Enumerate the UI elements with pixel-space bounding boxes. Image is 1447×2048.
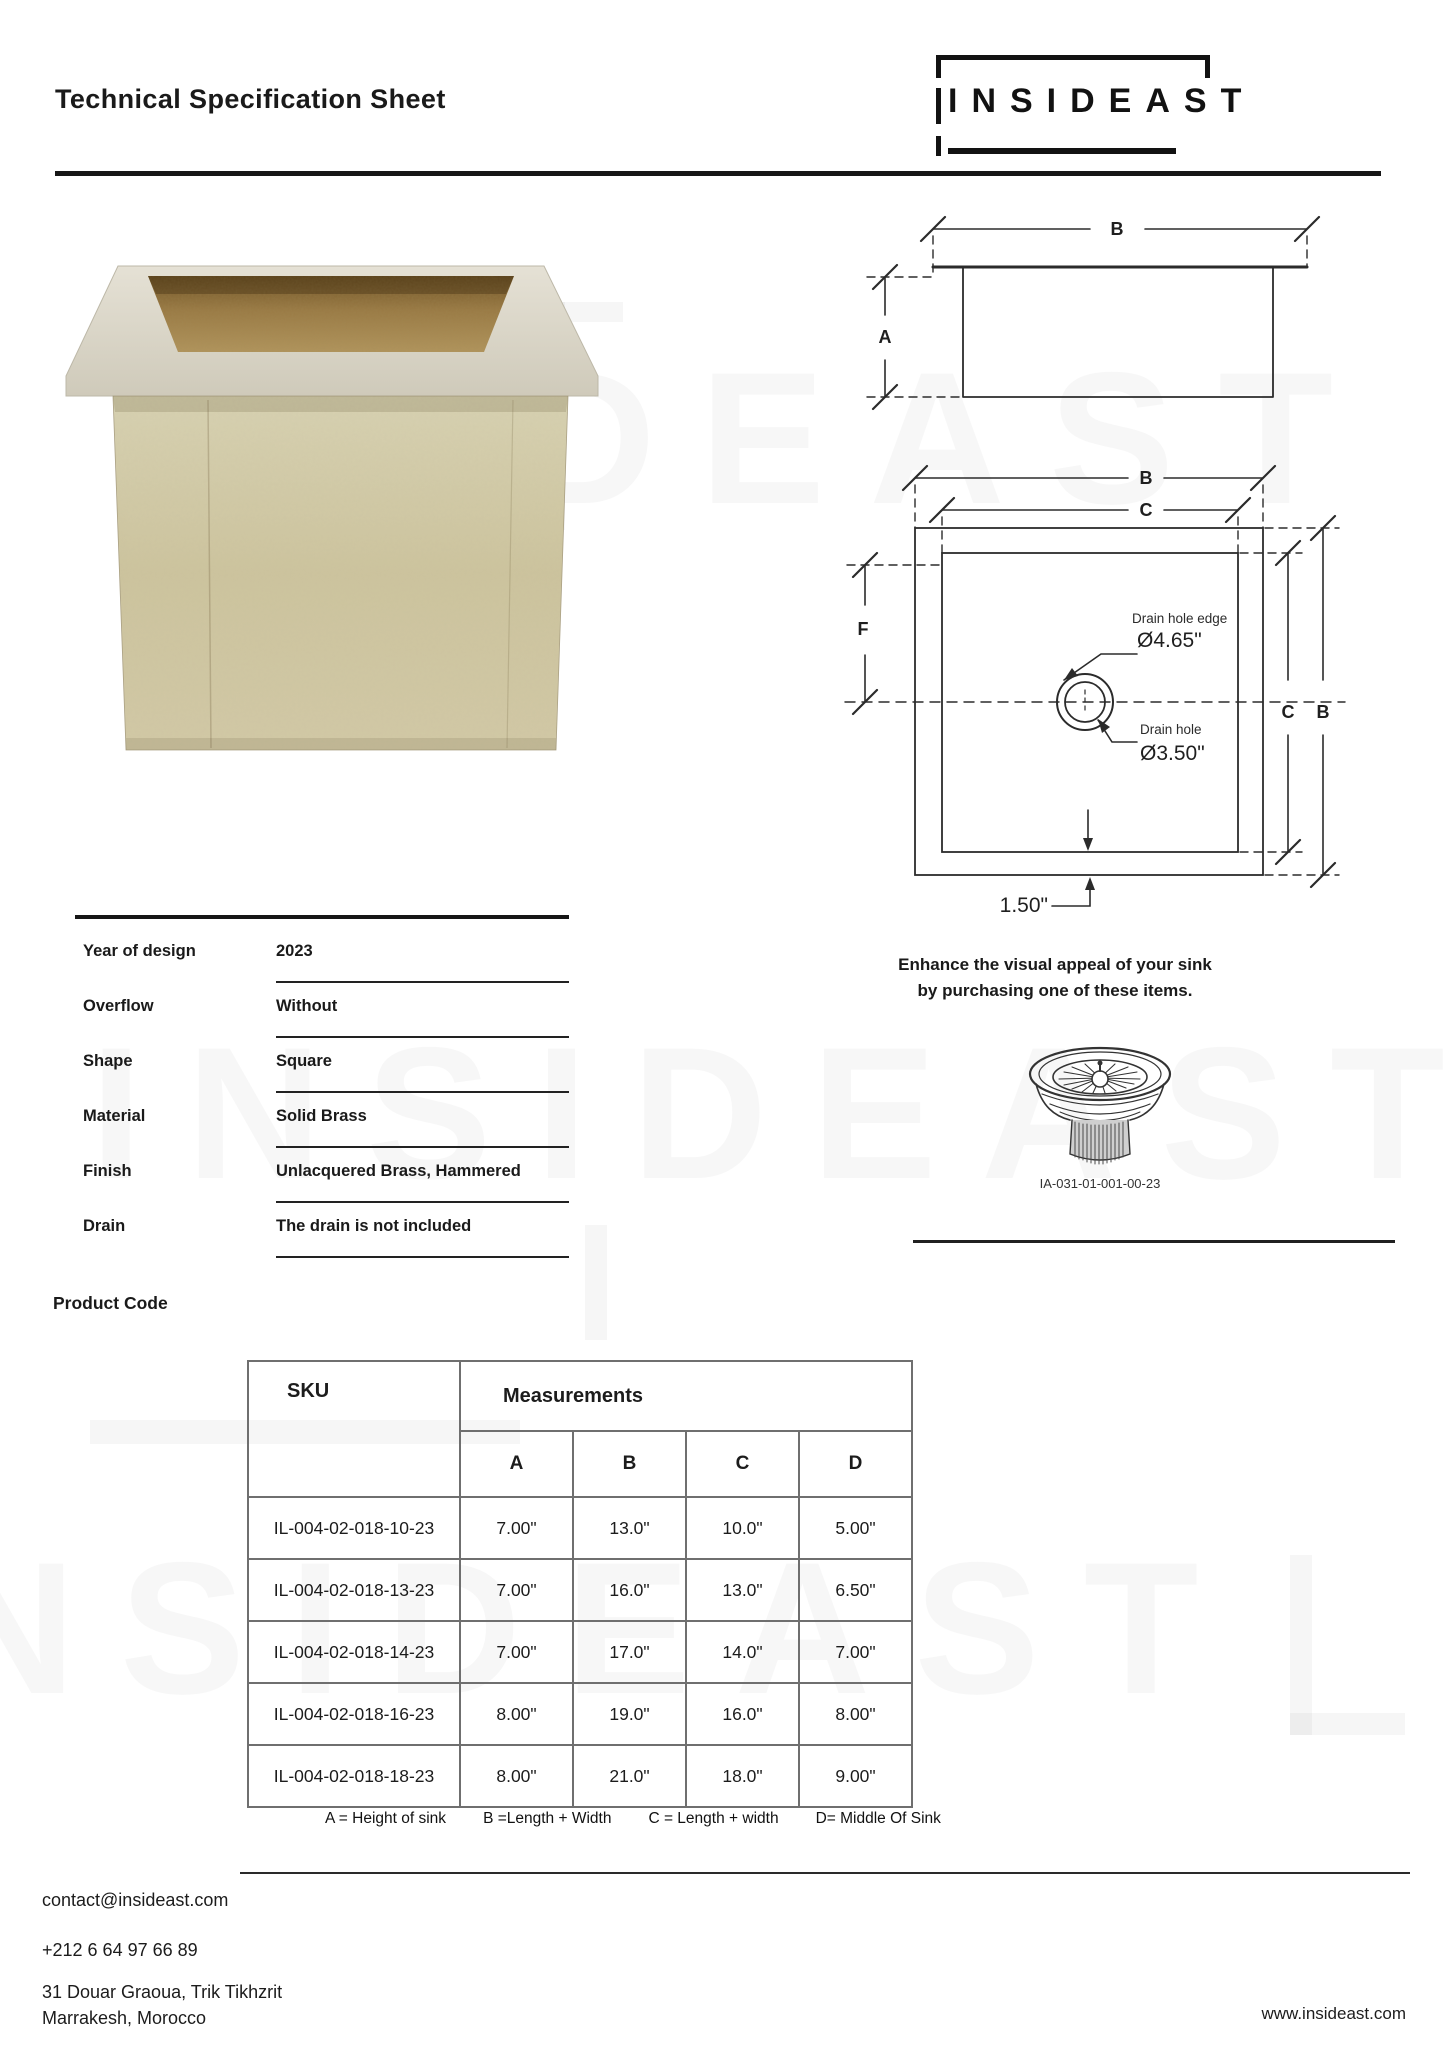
promo-line2: by purchasing one of these items. (917, 981, 1193, 1000)
measurement-cell: 18.0" (686, 1745, 799, 1807)
measurement-cell: 16.0" (686, 1683, 799, 1745)
measurement-cell: 7.00" (460, 1621, 573, 1683)
product-photo (58, 228, 603, 758)
logo-frame-tick (1205, 55, 1210, 78)
sku-cell: IL-004-02-018-18-23 (248, 1745, 460, 1807)
sku-cell: IL-004-02-018-16-23 (248, 1683, 460, 1745)
measurement-cell: 9.00" (799, 1745, 912, 1807)
table-row (248, 1745, 912, 1807)
spec-row (75, 983, 569, 1038)
spec-value: Solid Brass (276, 1093, 569, 1148)
legend-item-c: C = Length + width (648, 1810, 779, 1827)
table-row (248, 1621, 912, 1683)
dim-label-b-top: B (1139, 468, 1153, 488)
spec-row (75, 1093, 569, 1148)
side-view-drawing (867, 217, 1319, 409)
dim-label-a: A (878, 327, 892, 347)
spec-label: Overflow (83, 997, 154, 1015)
product-code-table (247, 1360, 913, 1808)
contact-email: contact@insideast.com (42, 1890, 229, 1910)
sku-cell: IL-004-02-018-14-23 (248, 1621, 460, 1683)
spec-value: 2023 (276, 928, 569, 983)
dim-label-f: F (857, 619, 869, 639)
table-row (248, 1497, 912, 1559)
measurement-cell: 7.00" (460, 1559, 573, 1621)
dim-label-c-top: C (1139, 500, 1153, 520)
dim-label-b-right: B (1316, 702, 1330, 722)
watermark-bracket (1290, 1713, 1405, 1735)
contact-phone: +212 6 64 97 66 89 (42, 1940, 198, 1960)
measurement-cell: 8.00" (799, 1683, 912, 1745)
spec-label: Material (83, 1107, 146, 1125)
spec-label: Year of design (83, 942, 196, 960)
spec-value: The drain is not included (276, 1203, 569, 1258)
measurement-cell: 8.00" (460, 1745, 573, 1807)
spec-value: Without (276, 983, 569, 1038)
measurement-cell: 5.00" (799, 1497, 912, 1559)
footer-divider (240, 1872, 1410, 1874)
top-view-drawing (845, 466, 1345, 917)
legend-item-d: D= Middle Of Sink (815, 1810, 941, 1827)
spec-row (75, 1203, 569, 1258)
column-header-d: D (799, 1431, 912, 1497)
arrowhead (1083, 838, 1093, 851)
product-code-heading: Product Code (53, 1293, 168, 1313)
drain-strainer-icon (1020, 1032, 1180, 1172)
brand-name: INSIDEAST (948, 82, 1256, 120)
column-header-a: A (460, 1431, 573, 1497)
website-url: www.insideast.com (1261, 2004, 1406, 2023)
measurement-cell: 13.0" (573, 1497, 686, 1559)
sku-cell: IL-004-02-018-13-23 (248, 1559, 460, 1621)
watermark-bracket (585, 1225, 607, 1340)
page-title: Technical Specification Sheet (55, 84, 446, 114)
spec-value: Square (276, 1038, 569, 1093)
brand-logo (936, 50, 1336, 162)
measurement-cell: 17.0" (573, 1621, 686, 1683)
dim-label-b: B (1110, 219, 1124, 239)
table-row (248, 1683, 912, 1745)
dim-label-c-right: C (1281, 702, 1295, 722)
legend-item-b: B =Length + Width (483, 1810, 612, 1827)
logo-frame-dash (936, 88, 941, 124)
measurement-cell: 8.00" (460, 1683, 573, 1745)
measurement-cell: 14.0" (686, 1621, 799, 1683)
measurements-header: Measurements (460, 1361, 912, 1431)
spec-list (75, 915, 569, 1258)
measurement-cell: 19.0" (573, 1683, 686, 1745)
logo-frame-top (936, 55, 1210, 60)
measurement-cell: 7.00" (460, 1497, 573, 1559)
spec-value: Unlacquered Brass, Hammered (276, 1148, 569, 1203)
bottom-offset-label: 1.50" (999, 894, 1048, 917)
arrowhead (1085, 877, 1095, 890)
spec-row (75, 928, 569, 983)
address-line2: Marrakesh, Morocco (42, 2008, 207, 2028)
promo-line1: Enhance the visual appeal of your sink (898, 955, 1212, 974)
drain-hole-edge-diameter: Ø4.65" (1137, 629, 1202, 652)
accessory-item-code: IA-031-01-001-00-23 (1039, 1176, 1161, 1191)
measurement-cell: 13.0" (686, 1559, 799, 1621)
logo-frame-tick (936, 55, 941, 78)
measurement-cell: 7.00" (799, 1621, 912, 1683)
measurement-cell: 21.0" (573, 1745, 686, 1807)
promo-text (860, 952, 1250, 1004)
watermark-bracket (1290, 1555, 1312, 1735)
spec-label: Drain (83, 1217, 126, 1235)
drain-hole-diameter: Ø3.50" (1140, 742, 1205, 765)
table-header-row (248, 1361, 912, 1431)
measurement-cell: 16.0" (573, 1559, 686, 1621)
column-header-c: C (686, 1431, 799, 1497)
dimension-legend (325, 1810, 941, 1828)
technical-drawings (640, 150, 1447, 940)
measurement-cell: 6.50" (799, 1559, 912, 1621)
legend-item-a: A = Height of sink (325, 1810, 447, 1827)
address-line1: 31 Douar Graoua, Trik Tikhzrit (42, 1982, 283, 2002)
drain-hole-edge-label: Drain hole edge (1132, 611, 1228, 626)
table-row (248, 1559, 912, 1621)
column-header-b: B (573, 1431, 686, 1497)
spec-row (75, 1038, 569, 1093)
sku-header: SKU (248, 1361, 460, 1497)
measurement-cell: 10.0" (686, 1497, 799, 1559)
drain-hole-label: Drain hole (1140, 722, 1202, 737)
spec-label: Shape (83, 1052, 133, 1070)
sku-cell: IL-004-02-018-10-23 (248, 1497, 460, 1559)
spec-row (75, 1148, 569, 1203)
promo-divider (913, 1240, 1395, 1243)
spec-label: Finish (83, 1162, 132, 1180)
